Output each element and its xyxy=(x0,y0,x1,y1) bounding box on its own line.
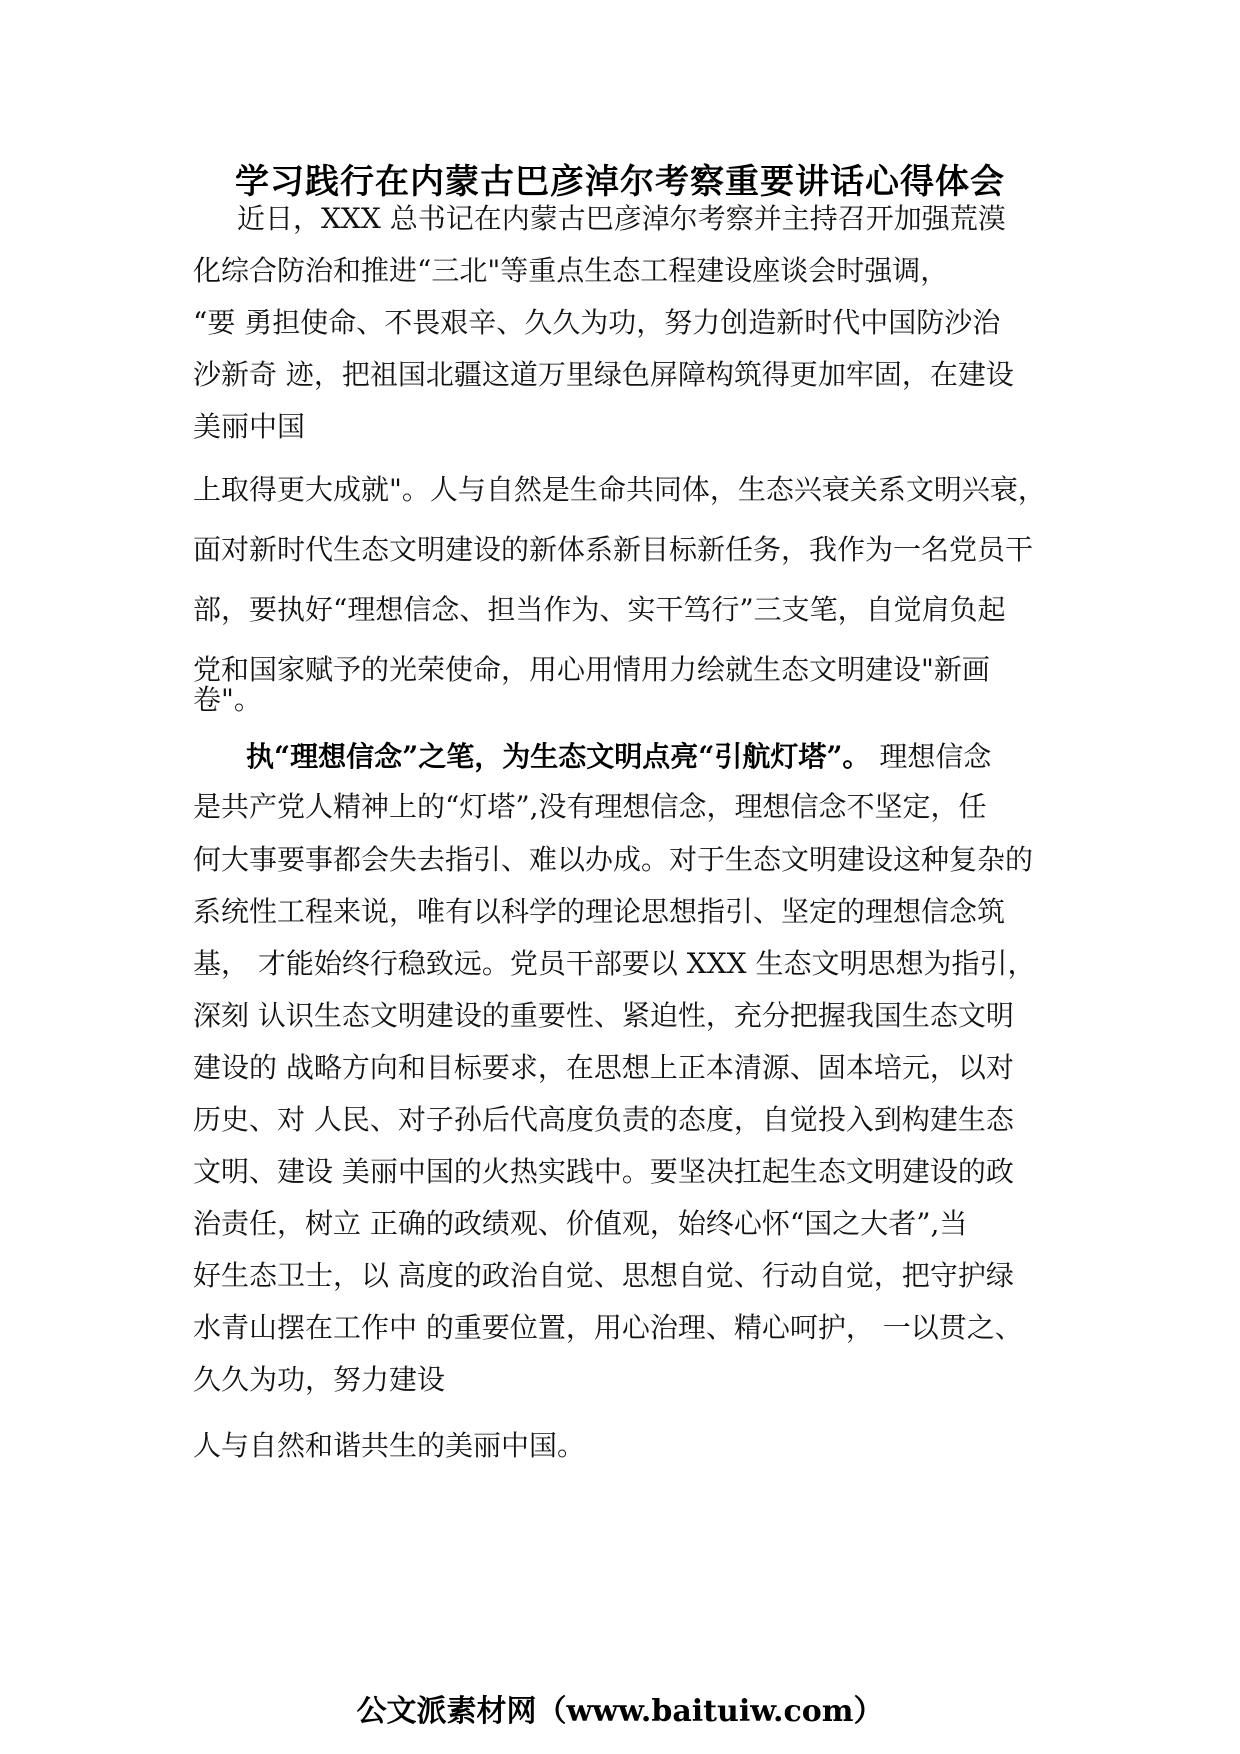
paragraph-line: 人与自然和谐共生的美丽中国。 xyxy=(193,1429,586,1462)
paragraph-line: 化综合防治和推进“三北"等重点生态工程建设座谈会时强调， xyxy=(193,254,949,287)
paragraph-line: 近日，XXX 总书记在内蒙古巴彦淖尔考察并主持召开加强荒漠 xyxy=(237,202,1006,235)
paragraph-line: 历史、对 人民、对子孙后代高度负责的态度，自觉投入到构建生态 xyxy=(193,1103,1014,1136)
paragraph-line: “要 勇担使命、不畏艰辛、久久为功，努力创造新时代中国防沙治 xyxy=(193,306,1001,339)
paragraph-line: 美丽中国 xyxy=(193,410,306,443)
paragraph-line: 久久为功，努力建设 xyxy=(193,1363,446,1396)
paragraph-line: 文明、建设 美丽中国的火热实践中。要坚决扛起生态文明建设的政 xyxy=(193,1155,1014,1188)
section-heading: 执“理想信念”之笔，为生态文明点亮“引航灯塔”。 xyxy=(246,740,871,773)
paragraph-line: 建设的 战略方向和目标要求，在思想上正本清源、固本培元，以对 xyxy=(193,1051,1014,1084)
paragraph-line: 好生态卫士，以 高度的政治自觉、思想自觉、行动自觉，把守护绿 xyxy=(193,1259,1014,1292)
paragraph-line: 基， 才能始终行稳致远。党员干部要以 XXX 生态文明思想为指引， xyxy=(193,947,1036,980)
paragraph-line: 沙新奇 迹，把祖国北疆这道万里绿色屏障构筑得更加牢固，在建设 xyxy=(193,358,1014,391)
paragraph-line: 部，要执好“理想信念、担当作为、实干笃行”三支笔，自觉肩负起 xyxy=(193,593,1006,626)
paragraph-line-rest: 理想信念 xyxy=(870,740,992,773)
paragraph-line: 水青山摆在工作中 的重要位置，用心治理、精心呵护， 一以贯之、 xyxy=(193,1311,1023,1344)
paragraph-line: 何大事要事都会失去指引、难以办成。对于生态文明建设这种复杂的 xyxy=(193,843,1034,876)
paragraph-line: 治责任，树立 正确的政绩观、价值观，始终心怀“国之大者”,当 xyxy=(193,1207,968,1240)
paragraph-line: 卷"。 xyxy=(193,683,262,716)
document-title: 学习践行在内蒙古巴彦淖尔考察重要讲话心得体会 xyxy=(235,162,1005,202)
paragraph-heading-line xyxy=(246,737,991,777)
paragraph-line: 党和国家赋予的光荣使命，用心用情用力绘就生态文明建设"新画 xyxy=(193,653,990,686)
paragraph-line: 面对新时代生态文明建设的新体系新目标新任务，我作为一名党员干 xyxy=(193,533,1034,566)
paragraph-line: 是共产党人精神上的“灯塔”,没有理想信念，理想信念不坚定，任 xyxy=(193,790,987,823)
paragraph-line: 深刻 认识生态文明建设的重要性、紧迫性，充分把握我国生态文明 xyxy=(193,999,1014,1032)
paragraph-line: 上取得更大成就"。人与自然是生命共同体，生态兴衰关系文明兴衰， xyxy=(193,473,1046,506)
paragraph-line: 系统性工程来说，唯有以科学的理论思想指引、坚定的理想信念筑 xyxy=(193,895,1006,928)
footer-watermark-text: 公文派素材网（www.baituiw.com） xyxy=(356,1694,884,1729)
